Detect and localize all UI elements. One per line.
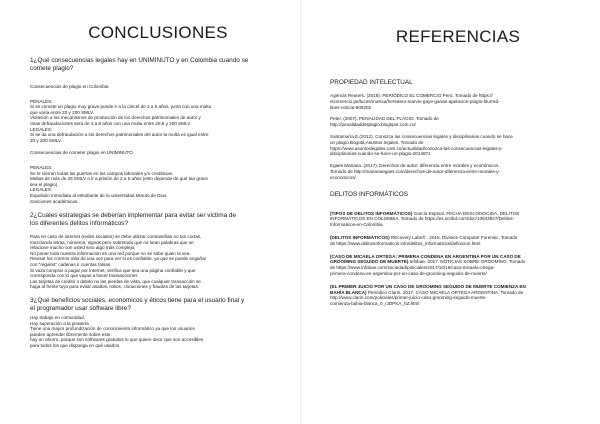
reference-infobae xyxy=(330,254,586,277)
reference-reuters: Agencia Reuters. (2018). PERIÓDICO EL COMERCIO Perú. Tomado de https:// elcomercio.pe/luces/musica/heredero-marvin-gaye-ganan-apelacion-plagio-blurred- lines-noticia-506202 xyxy=(330,93,500,110)
reference-clarin-heading: (EL PRIMER JUICIO POR UN CASO DE GROOMING SEGUIDO DE MUERTE COMIENZA EN BAHÍA BLANCA) xyxy=(330,283,526,295)
question-1-answer-colombia: PENALES: Si se comete un plagio muy grave puede ir a la cárcel de 2 a 5 años, junto con una multa que varía entre 20 y 200 SMLV. Violación a los mecanismos de producción de los derechos patrimoniales de autor y otras defraudaciones será de 4 a 8 años con una multa entre 26,6 y 200 SMLV. LEGALES: Si se da una defraudación a los derechos patrimoniales del autor la multa es igual entre 20 y 200 SMLV. xyxy=(30,98,212,143)
references-page xyxy=(300,0,600,424)
reference-santamaria: Santamaría,E.(2012). Conozca las consecuencias legales y disciplinarias cuando se hace un plagio.Bogotá,Asuntos legales. Tomado de https://www.asuntoslegales.com.co/actualidad/conozca-las-consecuencias-legales-y- disciplinarias-cuando-se-hace-un-plagio-2014871 xyxy=(330,133,513,157)
question-1-answer-uniminuto: PENALES: Se le cierran todas las puertas en los campos laborales y/o crediticias. Multas de más de 26 SMLV o ir a prisión de 2 a 5 años (esto depende de qué tan grave sea el plagio). LEGALES: Expulsión inmediata al estudiante de la universidad Minuto de Dios. Sanciones académicas. xyxy=(30,164,208,204)
reference-infobae-heading: (CASO DE MICAELA ORTEGA; PRIMERA CONDENA EN ARGENTINA POR UN CASO DE GROOMING SEGUIDO DE MUERTE) xyxy=(330,253,521,265)
reference-clarin xyxy=(330,284,586,307)
question-1-subtitle-colombia: Consecuencias de plagio en Colombia xyxy=(30,84,109,89)
reference-recovery-labs xyxy=(330,235,586,247)
conclusions-title: CONCLUSIONES xyxy=(88,23,228,42)
reference-recovery-labs-text: REcovery Labs® . 2015. Division Computer Forensic. Tomado de https://www.delitosinformaticos.info/delitos_informaticos/definicion.html xyxy=(330,234,518,246)
question-3: 3¿Qué beneficios sociales, económicos y éticos tiene para el usuario final y el programador usar software libre? xyxy=(30,297,245,313)
question-1-subtitle-uniminuto: Consecuencias de cometer plagio en UNIMINUTO xyxy=(30,150,133,156)
question-2-answer: Para en caso de internet (redes sociales) se debe utilizar contraseñas no tan cortas, mezclando letras, números, signos pero sobretodo que no sean palabras que se relacione mucho con usted sino algo más complejo. No poner toda nuestra información en una red porque no se sabe quien la vea. Revisar los correos más de una vez para ver si es confiable, ya que se puede engañar con "regalos" cadenas o cuentas falsas. Si vaza comprar o pagar por internet, verifica que sea una página confiable y que corresponda con lo que vayas a hacer transacciones Las tarjetas de credito o debito no las pierdas de vista, que cualquier transacción se haga al frente tuyo para evitar asaltos, robos, clonaciones y fraudes de las tarjetas. xyxy=(30,234,207,290)
reference-garcia-espinal-text: García Espinal. FECHA DESCONOCIDA. DELITOS INFORMÁTICOS EN COLOMBIA. Tomado de https://es.scribd.com/doc/13643827/Delitos- Informaticos-en-Colombia xyxy=(330,210,520,228)
reference-egaes: Egaes Mariana. (2017). Derechos de autor: diferencia entre morales y económicos. Tomado de http://marianaegaes.com/derechos-de-autor-diferencia-entre-morales-y- economicos/ xyxy=(330,163,501,180)
section-cybercrime: DELITOS INFORMÁTICOS xyxy=(330,190,408,198)
references-title: REFERENCIAS xyxy=(395,27,521,46)
reference-clarin-text: Periódico Clarin. 2017. CASO MICAELA ORTEGA ARGENTINA. Tomado de http://www.clarin.com/policiales/primer-juicio-caso-grooming-seguido-muerte- comienza-bahia-blanca_0_rJDPKA_hZ.html xyxy=(330,289,524,307)
reference-garcia-espinal-heading: (TIPOS DE DELITOS INFORMÁTICOS) xyxy=(330,210,413,216)
question-2: 2¿Cuales estrategias se deberían implementar para evitar ser victima de los diferentes delitos informáticos? xyxy=(30,212,237,228)
section-intellectual-property: PROPIEDAD INTELECTUAL xyxy=(330,79,413,86)
reference-recovery-labs-heading: (DELITOS INFORMÁTICOS) xyxy=(330,234,390,240)
question-1: 1¿Qué consecuencias legales hay en UNIMINUTO y en Colombia cuando se comete plagio? xyxy=(30,57,249,72)
reference-garcia-espinal xyxy=(330,211,586,228)
reference-infobae-text: Infobae. 2017. NOTICIAS SOBRE GROOMING. Tomado de https://www.infobae.com/sociedad/policiales/2017/10/19/caso-micaela-ortega- primera-condena-en-argentina-por-un-caso-de-grooming-seguido-de-muerte/ xyxy=(330,259,526,276)
question-3-answer: Hay trabajo en comunidad. Hay superación a la piratería Tiene una mayor profundización de conocimiento informático ya que los usuarios pueden aprender libremente sobre este. hay un ahorro, porque son softwares gratuitos lo que quiere decir que son accesibles para todos los que disponga en qué usarlos xyxy=(30,315,204,348)
reference-peter: Peter, (2007). PENALIDAD DEL PLAGIO. Tomado de http://penalidaddelplagio.blogspot.com.co/ xyxy=(330,116,439,128)
